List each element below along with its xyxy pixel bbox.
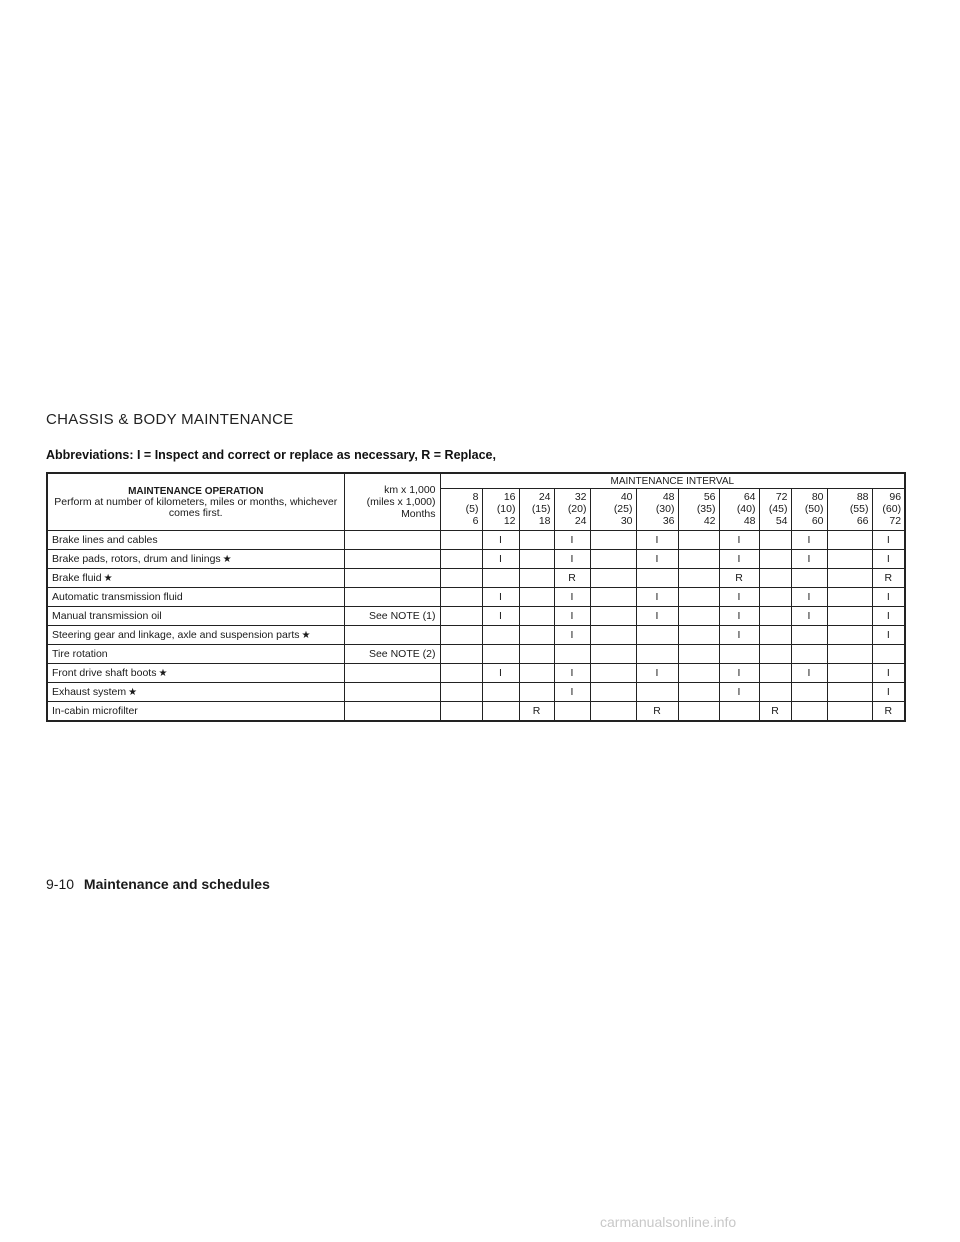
interval-mark-cell xyxy=(759,588,791,607)
interval-km: 88 xyxy=(856,491,869,503)
interval-mark-cell xyxy=(791,569,827,588)
interval-mark-cell: I xyxy=(791,550,827,569)
operation-header-title: MAINTENANCE OPERATION xyxy=(128,485,264,497)
interval-mark-cell xyxy=(759,683,791,702)
interval-mark-cell xyxy=(482,626,519,645)
table-body xyxy=(47,531,905,722)
table-row xyxy=(47,664,905,683)
note-cell: See NOTE (1) xyxy=(344,607,440,626)
interval-mark-cell: I xyxy=(791,607,827,626)
interval-mark-cell xyxy=(678,550,719,569)
interval-mark-cell: I xyxy=(872,607,905,626)
interval-mark-cell: I xyxy=(482,607,519,626)
interval-mark-cell xyxy=(636,683,678,702)
interval-months: 36 xyxy=(662,515,675,527)
interval-mark-cell: I xyxy=(719,626,759,645)
operation-cell xyxy=(47,531,344,550)
interval-km: 72 xyxy=(775,491,788,503)
interval-mark-cell: I xyxy=(554,531,590,550)
operation-cell xyxy=(47,626,344,645)
interval-mark-cell xyxy=(827,683,872,702)
interval-mark-cell xyxy=(719,702,759,722)
interval-mark-cell: R xyxy=(554,569,590,588)
interval-mark-cell xyxy=(636,626,678,645)
star-icon: ★ xyxy=(301,630,311,641)
note-cell xyxy=(344,702,440,722)
interval-mark-cell xyxy=(482,569,519,588)
interval-mark-cell: I xyxy=(791,588,827,607)
interval-mark-cell: I xyxy=(791,664,827,683)
operation-cell xyxy=(47,588,344,607)
interval-mark-cell xyxy=(678,531,719,550)
interval-mark-cell: I xyxy=(719,683,759,702)
operation-cell xyxy=(47,664,344,683)
interval-mark-cell xyxy=(440,683,482,702)
interval-mark-cell xyxy=(678,626,719,645)
interval-mark-cell: I xyxy=(719,588,759,607)
interval-mark-cell xyxy=(791,645,827,664)
interval-mark-cell xyxy=(519,626,554,645)
interval-mark-cell xyxy=(678,645,719,664)
interval-mark-cell: I xyxy=(872,531,905,550)
table-row xyxy=(47,626,905,645)
interval-miles: (15) xyxy=(531,503,551,515)
interval-mark-cell xyxy=(636,645,678,664)
interval-2 xyxy=(519,489,554,531)
interval-mark-cell: I xyxy=(719,550,759,569)
interval-mark-cell xyxy=(827,664,872,683)
interval-mark-cell: I xyxy=(554,664,590,683)
interval-mark-cell xyxy=(440,550,482,569)
interval-mark-cell xyxy=(440,531,482,550)
interval-miles: (60) xyxy=(882,503,902,515)
interval-miles: (5) xyxy=(465,503,479,515)
interval-mark-cell: I xyxy=(554,626,590,645)
interval-9 xyxy=(791,489,827,531)
interval-mark-cell xyxy=(519,531,554,550)
interval-mark-cell xyxy=(440,626,482,645)
interval-mark-cell xyxy=(791,683,827,702)
interval-4 xyxy=(590,489,636,531)
interval-mark-cell: I xyxy=(872,626,905,645)
interval-mark-cell xyxy=(519,607,554,626)
interval-mark-cell xyxy=(827,550,872,569)
interval-miles: (30) xyxy=(655,503,675,515)
interval-miles: (10) xyxy=(496,503,516,515)
star-icon: ★ xyxy=(128,687,138,698)
interval-mark-cell xyxy=(590,588,636,607)
interval-mark-cell: I xyxy=(636,531,678,550)
operation-label: Brake pads, rotors, drum and linings xyxy=(52,553,221,565)
interval-mark-cell xyxy=(482,645,519,664)
interval-mark-cell: I xyxy=(636,664,678,683)
interval-mark-cell: I xyxy=(482,531,519,550)
interval-mark-cell xyxy=(482,702,519,722)
interval-mark-cell xyxy=(590,664,636,683)
interval-mark-cell xyxy=(678,588,719,607)
interval-mark-cell: R xyxy=(872,569,905,588)
operation-label: Brake fluid xyxy=(52,572,102,584)
interval-mark-cell: I xyxy=(554,550,590,569)
interval-7 xyxy=(719,489,759,531)
interval-mark-cell: I xyxy=(872,683,905,702)
interval-mark-cell: I xyxy=(719,664,759,683)
interval-3 xyxy=(554,489,590,531)
interval-mark-cell xyxy=(872,645,905,664)
interval-months: 18 xyxy=(538,515,551,527)
interval-mark-cell xyxy=(590,531,636,550)
interval-mark-cell: I xyxy=(636,607,678,626)
interval-months: 60 xyxy=(811,515,824,527)
interval-mark-cell xyxy=(590,607,636,626)
interval-mark-cell xyxy=(759,531,791,550)
interval-mark-cell xyxy=(678,702,719,722)
interval-mark-cell xyxy=(590,683,636,702)
interval-months: 42 xyxy=(703,515,716,527)
interval-mark-cell xyxy=(482,683,519,702)
page-footer xyxy=(46,876,270,892)
interval-6 xyxy=(678,489,719,531)
interval-mark-cell: I xyxy=(791,531,827,550)
interval-km: 40 xyxy=(620,491,633,503)
interval-miles: (20) xyxy=(567,503,587,515)
interval-mark-cell xyxy=(759,569,791,588)
interval-mark-cell xyxy=(791,626,827,645)
interval-0 xyxy=(440,489,482,531)
interval-mark-cell: I xyxy=(719,531,759,550)
note-cell: See NOTE (2) xyxy=(344,645,440,664)
operation-cell xyxy=(47,569,344,588)
table-row xyxy=(47,683,905,702)
interval-mark-cell xyxy=(827,531,872,550)
operation-cell xyxy=(47,607,344,626)
interval-mark-cell xyxy=(827,607,872,626)
interval-mark-cell: I xyxy=(554,588,590,607)
interval-mark-cell: I xyxy=(482,550,519,569)
interval-miles: (40) xyxy=(736,503,756,515)
interval-mark-cell xyxy=(519,683,554,702)
interval-km: 96 xyxy=(889,491,902,503)
interval-mark-cell xyxy=(554,645,590,664)
interval-months: 66 xyxy=(856,515,869,527)
interval-mark-cell: I xyxy=(554,683,590,702)
interval-mark-cell xyxy=(590,645,636,664)
note-cell xyxy=(344,683,440,702)
interval-10 xyxy=(827,489,872,531)
watermark: carmanualsonline.info xyxy=(600,1214,737,1230)
interval-mark-cell: R xyxy=(719,569,759,588)
interval-mark-cell: I xyxy=(872,664,905,683)
interval-miles: (25) xyxy=(613,503,633,515)
interval-mark-cell xyxy=(678,607,719,626)
interval-mark-cell xyxy=(678,683,719,702)
interval-header: MAINTENANCE INTERVAL xyxy=(440,473,905,489)
table-row xyxy=(47,645,905,664)
table-row xyxy=(47,702,905,722)
units-km: km x 1,000 xyxy=(384,484,436,496)
table-row xyxy=(47,588,905,607)
interval-mark-cell: I xyxy=(482,588,519,607)
interval-mark-cell: I xyxy=(719,607,759,626)
interval-mark-cell xyxy=(519,569,554,588)
interval-mark-cell xyxy=(590,702,636,722)
interval-mark-cell xyxy=(827,702,872,722)
interval-mark-cell: I xyxy=(872,588,905,607)
operation-cell xyxy=(47,550,344,569)
interval-miles: (45) xyxy=(768,503,788,515)
units-months: Months xyxy=(401,508,436,520)
note-cell xyxy=(344,531,440,550)
interval-mark-cell: I xyxy=(636,550,678,569)
operation-label: Steering gear and linkage, axle and suspension parts xyxy=(52,629,300,641)
interval-km: 64 xyxy=(743,491,756,503)
interval-mark-cell xyxy=(759,664,791,683)
section-title: CHASSIS & BODY MAINTENANCE xyxy=(46,411,294,428)
interval-months: 6 xyxy=(472,515,479,527)
interval-mark-cell: R xyxy=(519,702,554,722)
operation-label: Manual transmission oil xyxy=(52,610,162,622)
interval-mark-cell xyxy=(759,645,791,664)
interval-mark-cell xyxy=(440,702,482,722)
units-header xyxy=(344,473,440,531)
interval-km: 56 xyxy=(703,491,716,503)
interval-mark-cell xyxy=(519,645,554,664)
interval-mark-cell: I xyxy=(636,588,678,607)
interval-km: 48 xyxy=(662,491,675,503)
operation-cell xyxy=(47,645,344,664)
interval-miles: (35) xyxy=(696,503,716,515)
star-icon: ★ xyxy=(103,573,113,584)
interval-mark-cell xyxy=(759,607,791,626)
operation-label: Brake lines and cables xyxy=(52,534,158,546)
interval-5 xyxy=(636,489,678,531)
operation-header-desc: Perform at number of kilometers, miles or months, whichever comes first. xyxy=(54,495,338,519)
table-row xyxy=(47,550,905,569)
interval-months: 72 xyxy=(889,515,902,527)
interval-mark-cell xyxy=(636,569,678,588)
operation-label: Tire rotation xyxy=(52,648,108,660)
operation-header xyxy=(47,473,344,531)
maintenance-table xyxy=(46,472,906,722)
interval-mark-cell xyxy=(519,550,554,569)
interval-mark-cell: I xyxy=(554,607,590,626)
note-cell xyxy=(344,550,440,569)
interval-mark-cell xyxy=(759,550,791,569)
interval-km: 16 xyxy=(503,491,516,503)
operation-label: In-cabin microfilter xyxy=(52,705,138,717)
chapter-title: Maintenance and schedules xyxy=(83,876,270,892)
interval-months: 48 xyxy=(743,515,756,527)
operation-label: Automatic transmission fluid xyxy=(52,591,183,603)
note-cell xyxy=(344,664,440,683)
table-row xyxy=(47,569,905,588)
units-miles: (miles x 1,000) xyxy=(366,496,436,508)
table-row xyxy=(47,531,905,550)
interval-mark-cell xyxy=(827,588,872,607)
interval-mark-cell xyxy=(678,569,719,588)
note-cell xyxy=(344,569,440,588)
interval-miles: (55) xyxy=(849,503,869,515)
page-number: 9-10 xyxy=(46,876,75,892)
interval-mark-cell xyxy=(759,626,791,645)
interval-months: 12 xyxy=(503,515,516,527)
interval-months: 24 xyxy=(574,515,587,527)
table-row xyxy=(47,607,905,626)
star-icon: ★ xyxy=(158,668,168,679)
interval-miles: (50) xyxy=(804,503,824,515)
interval-mark-cell: R xyxy=(872,702,905,722)
interval-km: 8 xyxy=(472,491,479,503)
interval-months: 54 xyxy=(775,515,788,527)
interval-mark-cell xyxy=(440,569,482,588)
interval-km: 24 xyxy=(538,491,551,503)
interval-mark-cell xyxy=(590,550,636,569)
interval-mark-cell xyxy=(440,664,482,683)
interval-mark-cell xyxy=(678,664,719,683)
operation-label: Front drive shaft boots xyxy=(52,667,157,679)
interval-mark-cell xyxy=(519,588,554,607)
operation-cell xyxy=(47,683,344,702)
interval-11 xyxy=(872,489,905,531)
note-cell xyxy=(344,626,440,645)
interval-mark-cell xyxy=(590,569,636,588)
interval-mark-cell xyxy=(827,626,872,645)
interval-mark-cell: I xyxy=(872,550,905,569)
interval-km: 32 xyxy=(574,491,587,503)
interval-mark-cell xyxy=(440,607,482,626)
interval-8 xyxy=(759,489,791,531)
interval-km: 80 xyxy=(811,491,824,503)
interval-1 xyxy=(482,489,519,531)
interval-mark-cell: R xyxy=(636,702,678,722)
interval-mark-cell: R xyxy=(759,702,791,722)
interval-mark-cell: I xyxy=(482,664,519,683)
interval-mark-cell xyxy=(519,664,554,683)
interval-mark-cell xyxy=(827,569,872,588)
interval-mark-cell xyxy=(791,702,827,722)
star-icon: ★ xyxy=(222,554,232,565)
interval-mark-cell xyxy=(827,645,872,664)
interval-mark-cell xyxy=(590,626,636,645)
interval-mark-cell xyxy=(554,702,590,722)
interval-months: 30 xyxy=(620,515,633,527)
interval-mark-cell xyxy=(440,588,482,607)
operation-label: Exhaust system xyxy=(52,686,127,698)
abbreviations-legend: Abbreviations: I = Inspect and correct or replace as necessary, R = Replace, xyxy=(46,448,496,462)
operation-cell xyxy=(47,702,344,722)
note-cell xyxy=(344,588,440,607)
interval-mark-cell xyxy=(440,645,482,664)
interval-mark-cell xyxy=(719,645,759,664)
